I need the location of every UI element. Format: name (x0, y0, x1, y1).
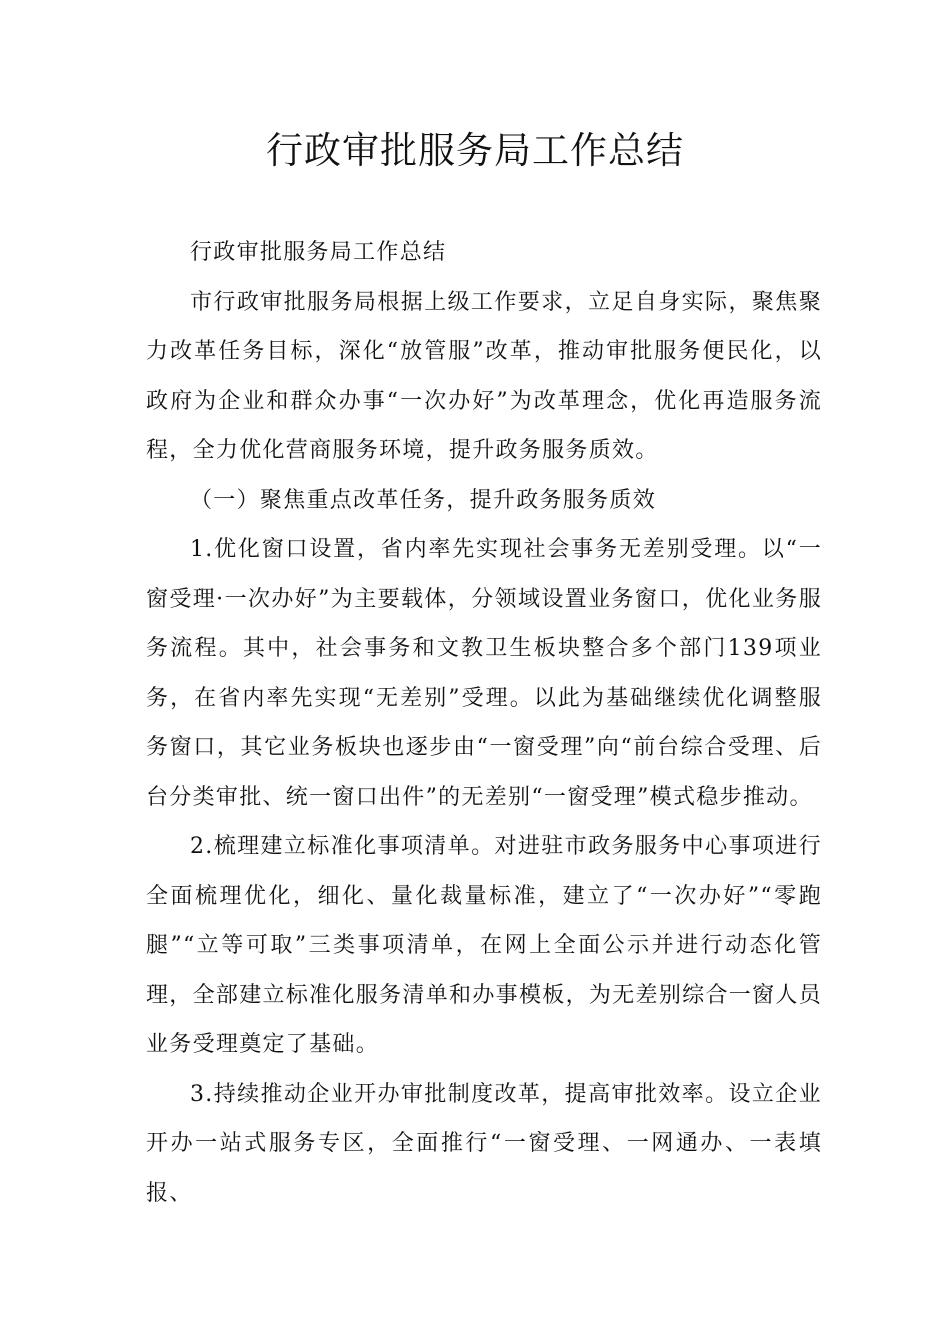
document-body (146, 228, 822, 1218)
paragraph-item-1: 1.优化窗口设置，省内率先实现社会事务无差别受理。以“一窗受理·一次办好”为主要载体，分领域设置业务窗口，优化业务服务流程。其中，社会事务和文教卫生板块整合多个部门139项业务，在省内率先实现“无差别”受理。以此为基础继续优化调整服务窗口，其它业务板块也逐步由“一窗受理”向“前台综合受理、后台分类审批、统一窗口出件”的无差别“一窗受理”模式稳步推动。 (146, 537, 822, 810)
paragraph-item-3: 3.持续推动企业开办审批制度改革，提高审批效率。设立企业开办一站式服务专区，全面推行“一窗受理、一网通办、一表填报、 (146, 1081, 822, 1206)
paragraph-item-2: 2.梳理建立标准化事项清单。对进驻市政务服务中心事项进行全面梳理优化，细化、量化裁量标准，建立了“一次办好”“零跑腿”“立等可取”三类事项清单，在网上全面公示并进行动态化管理，全部建立标准化服务清单和办事模板，为无差别综合一窗人员业务受理奠定了基础。 (146, 834, 822, 1057)
document-title: 行政审批服务局工作总结 (266, 129, 684, 172)
paragraph-intro: 市行政审批服务局根据上级工作要求，立足自身实际，聚焦聚力改革任务目标，深化“放管服”改革，推动审批服务便民化，以政府为企业和群众办事“一次办好”为改革理念，优化再造服务流程，全力优化营商服务环境，提升政务服务质效。 (146, 289, 822, 463)
paragraph-subtitle: 行政审批服务局工作总结 (190, 240, 447, 265)
section-heading-1: （一）聚焦重点改革任务，提升政务服务质效 (190, 487, 657, 513)
